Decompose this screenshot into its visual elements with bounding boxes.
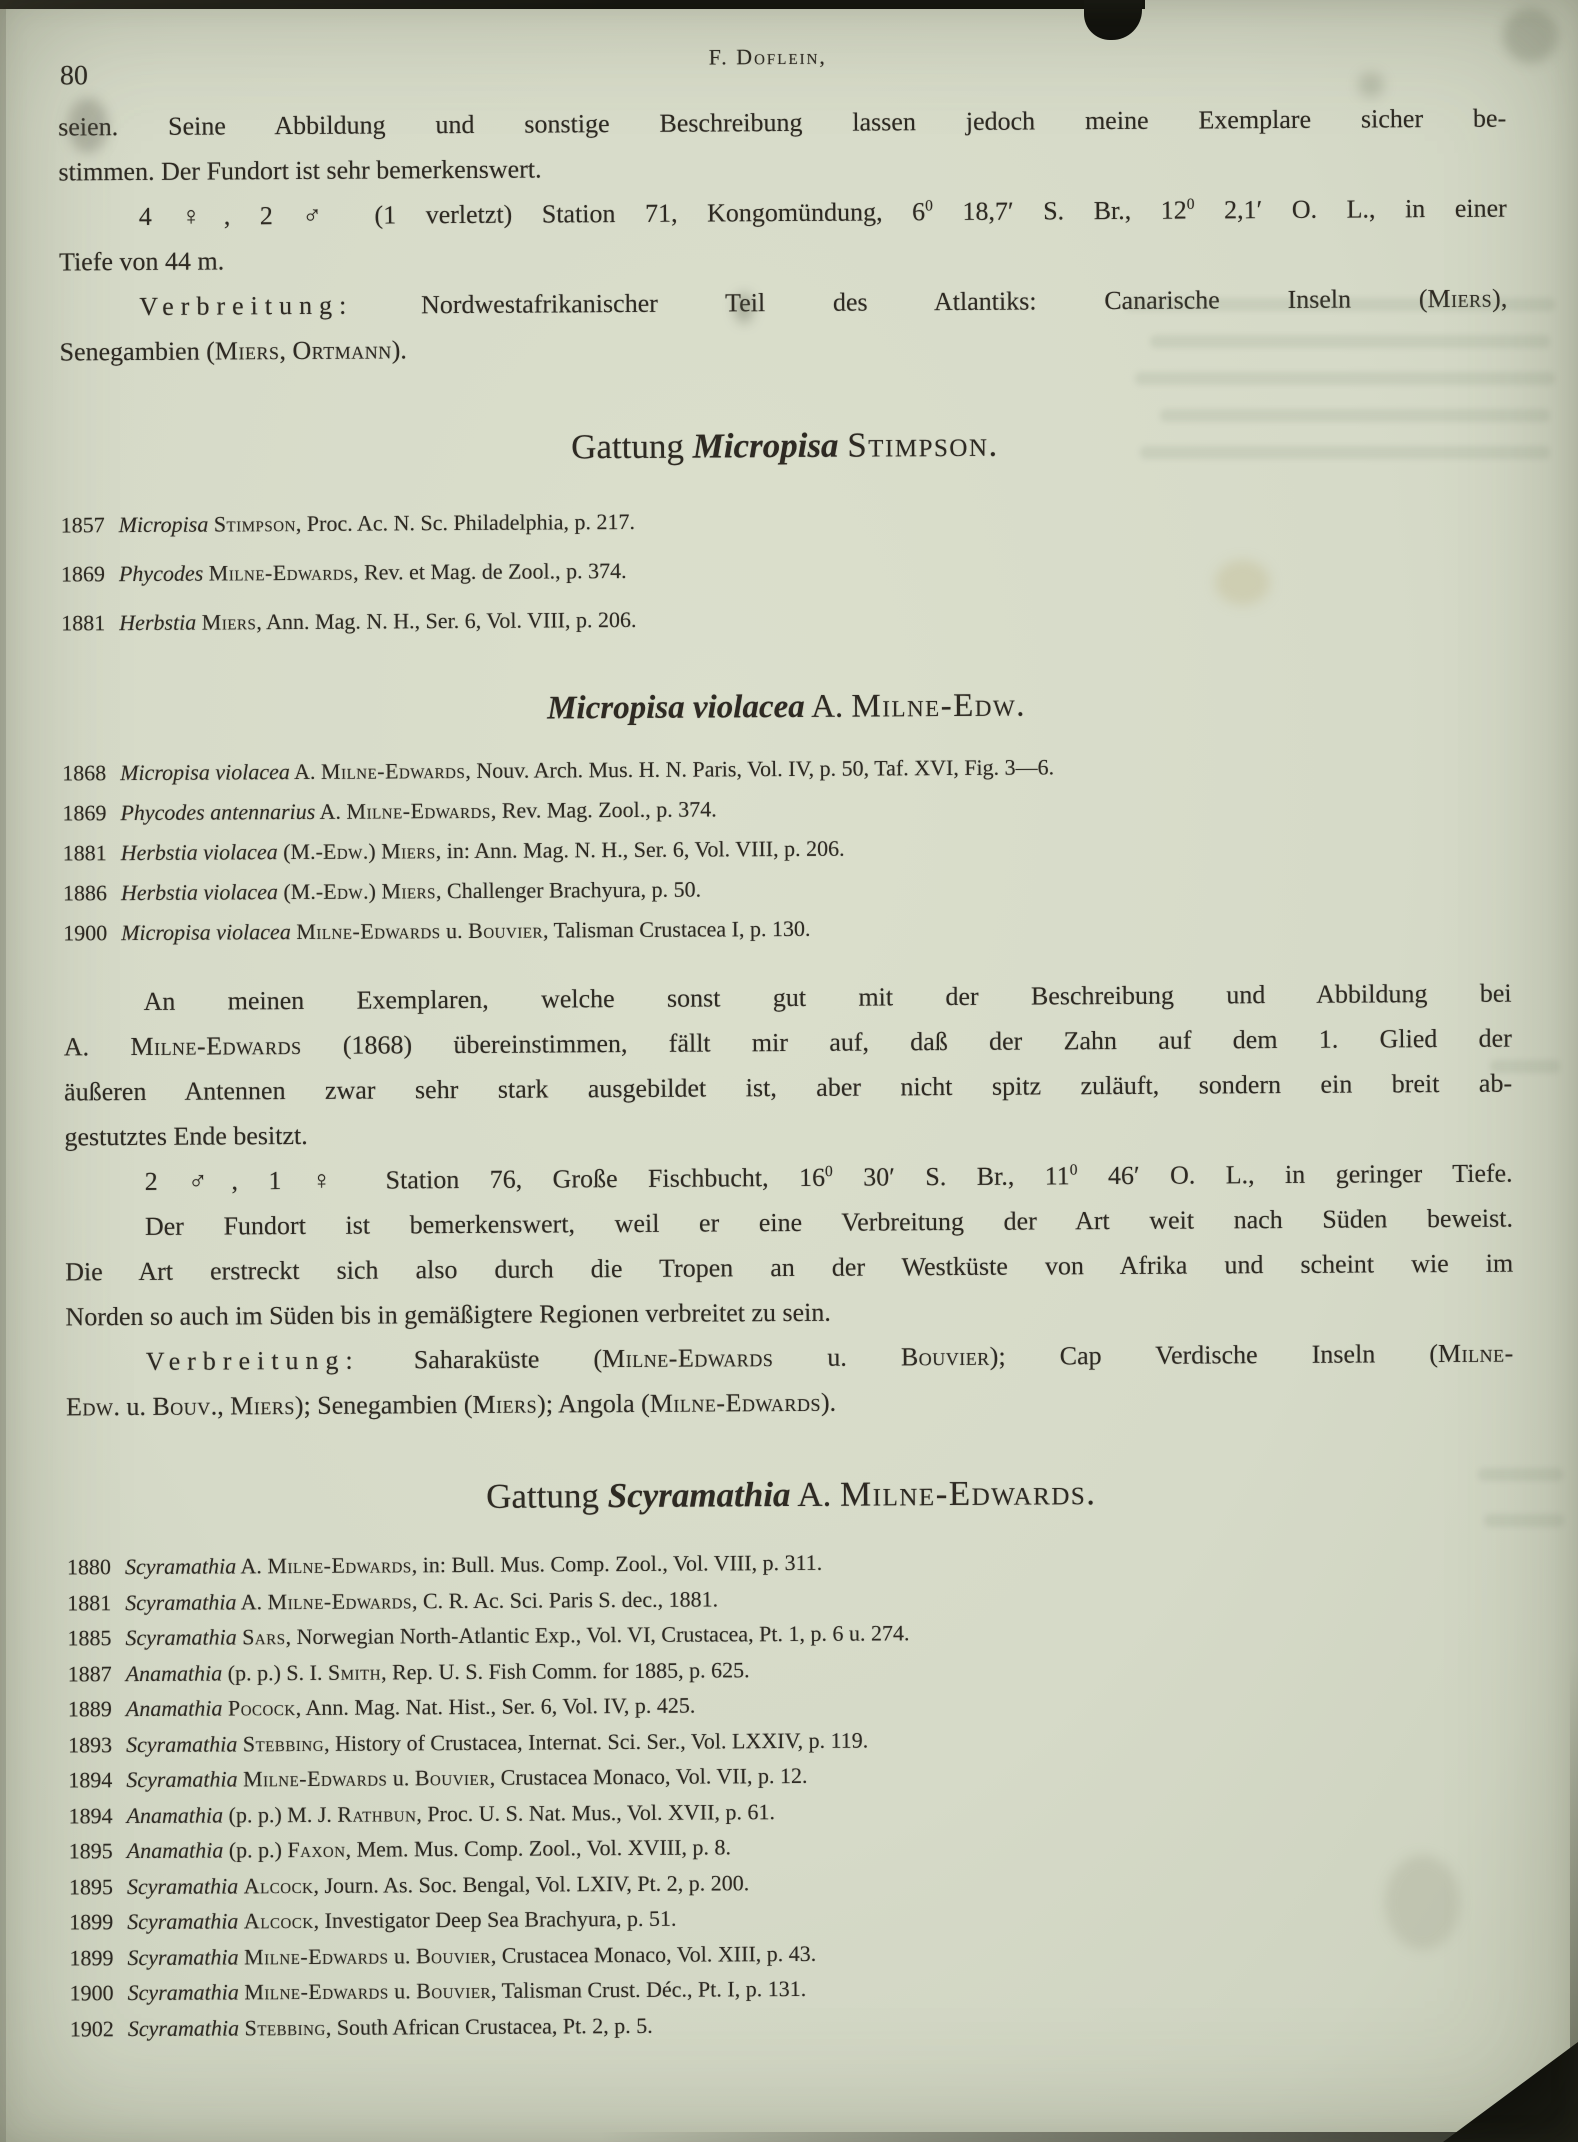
text-segment: Anamathia (126, 1801, 224, 1828)
text-segment: , in: Ann. Mag. N. H., Ser. 6, Vol. VIII, p. 206. (435, 835, 845, 864)
text-segment: Gattung (571, 426, 693, 467)
text-segment: Micropisa (692, 425, 839, 466)
text-segment: Scyramathia (126, 1766, 238, 1793)
text-segment: , Challenger Brachyura, p. 50. (435, 876, 702, 904)
text-segment: 1869 (62, 800, 107, 826)
heading-genus-scyramathia (66, 1465, 1514, 1526)
synonymy-entry (61, 492, 1509, 550)
text-segment: 1893 (68, 1731, 113, 1757)
text-line (59, 276, 1507, 330)
text-segment: Scyramathia (127, 1979, 239, 2006)
text-segment: , Ann. Mag. Nat. Hist., Ser. 6, Vol. IV, p. 425. (295, 1692, 696, 1721)
text-segment: 1881 (61, 610, 106, 636)
text-segment: 1857 (60, 512, 105, 538)
text-segment: Scyramathia (607, 1474, 791, 1516)
text-segment: A. (315, 798, 347, 824)
text-segment: , (279, 336, 293, 366)
text-segment: (p. p.) S. I. (222, 1659, 329, 1685)
text-segment: 4 ♀, 2 ♂ (1 verletzt) Station 71, Kongomündung, 6 (138, 197, 926, 231)
text-segment: Stebbing (242, 1730, 325, 1756)
text-segment: Bouvier (414, 1764, 490, 1791)
text-segment: 1894 (68, 1767, 113, 1793)
text-segment: Pocock (227, 1695, 296, 1721)
text-segment: 1889 (67, 1696, 112, 1722)
text-segment: ). (391, 335, 407, 365)
text-segment: , Proc. U. S. Nat. Mus., Vol. XVII, p. 61. (416, 1798, 775, 1826)
text-segment: Stimpson (847, 424, 989, 465)
text-segment: 1900 (69, 1980, 114, 2006)
text-segment: Herbstia (119, 609, 197, 636)
text-segment: Sars (242, 1624, 286, 1650)
text-segment: Anamathia (126, 1837, 224, 1864)
text-segment: 1902 (69, 2015, 114, 2041)
text-segment: Smith (327, 1659, 382, 1685)
text-segment: Milne-Edwards (244, 1942, 389, 1969)
text-line (59, 186, 1507, 240)
text-segment: , Talisman Crustacea I, p. 130. (542, 915, 811, 943)
text-segment: A. (790, 1474, 841, 1514)
text-segment: ., (210, 1391, 231, 1421)
text-segment: Milne-Edwards (296, 918, 441, 945)
text-segment: Miers (214, 336, 280, 366)
text-segment: Herbstia violacea (120, 879, 279, 906)
text-segment: (1868) übereinstimmen, fällt mir auf, daß der Zahn auf dem 1. Glied der (301, 1023, 1512, 1060)
text-segment: , Crustacea Monaco, Vol. XIII, p. 43. (490, 1940, 817, 1968)
text-segment: 1899 (69, 1944, 114, 1970)
text-segment: 0 (925, 197, 933, 215)
text-segment: 0 (824, 1163, 833, 1181)
text-segment: , Ann. Mag. N. H., Ser. 6, Vol. VIII, p. 206. (256, 606, 637, 635)
synonymy-list-violacea (62, 745, 1511, 954)
text-segment: 30′ S. Br., 11 (832, 1161, 1070, 1192)
text-segment: seien. Seine Abbildung und sonstige Beschreibung lassen jedoch meine Exemplare sicher be- (58, 103, 1507, 142)
text-segment: Edw (65, 1392, 114, 1422)
text-segment: Phycodes (118, 560, 204, 587)
text-segment: Scyramathia (126, 1872, 239, 1899)
text-segment: u. (388, 1978, 417, 2004)
text-segment: Milne-Edwards (320, 757, 466, 784)
text-segment: (p. p.) M. J. (223, 1801, 338, 1827)
text-segment: 18,7′ S. Br., 12 (932, 195, 1187, 227)
text-segment: 1895 (68, 1873, 114, 1899)
text-segment: A. (804, 688, 852, 725)
paragraph-intro (58, 96, 1508, 375)
text-segment: Scyramathia (126, 1730, 238, 1757)
text-segment: . (1016, 687, 1025, 724)
text-segment: Saharaküste ( (359, 1344, 603, 1375)
text-segment: stimmen. Der Fundort ist sehr bemerkenswert. (58, 154, 542, 187)
paragraph-violacea (63, 971, 1514, 1430)
text-segment: ); Cap Verdische Inseln ( (989, 1339, 1439, 1371)
text-segment: Scyramathia (127, 1943, 239, 1970)
text-segment: 2,1′ O. L., in einer (1194, 193, 1507, 225)
text-segment: 1894 (68, 1802, 113, 1828)
text-segment: , Rev. et Mag. de Zool., p. 374. (352, 557, 627, 585)
text-segment: 1881 (67, 1589, 112, 1615)
text-segment: Rathbun (337, 1800, 417, 1827)
text-line (59, 321, 1507, 375)
text-segment: , Mem. Mus. Comp. Zool., Vol. XVIII, p. 8. (345, 1834, 732, 1862)
text-segment: Ortmann (292, 335, 392, 366)
synonymy-entry (61, 541, 1509, 599)
text-segment: (p. p.) (223, 1837, 288, 1863)
text-segment: Miers (381, 878, 437, 904)
text-segment: u. (388, 1942, 417, 1968)
text-segment: 0 (1186, 195, 1195, 213)
text-segment: , C. R. Ac. Sci. Paris S. dec., 1881. (411, 1585, 719, 1613)
text-segment: . (1086, 1473, 1096, 1513)
text-segment: Norden so auch im Süden bis in gemäßigtere Regionen verbreitet zu sein. (65, 1297, 831, 1332)
text-segment: u. (773, 1342, 901, 1373)
text-segment: Milne-Edwards (839, 1473, 1087, 1514)
text-segment: 1885 (67, 1625, 112, 1651)
text-segment: Tiefe von 44 m. (58, 246, 225, 277)
text-segment: , Talisman Crust. Déc., Pt. I, p. 131. (490, 1975, 807, 2003)
text-segment: , Rev. Mag. Zool., p. 374. (490, 796, 717, 823)
text-segment: Scyramathia (127, 1908, 239, 1935)
synonymy-list-scyramathia (67, 1541, 1518, 2047)
text-segment: , Crustacea Monaco, Vol. VII, p. 12. (489, 1762, 808, 1790)
text-segment: Milne-Edwards (649, 1387, 822, 1418)
text-line (58, 96, 1506, 150)
text-segment: ). (820, 1387, 837, 1417)
text-segment: .) (363, 878, 382, 904)
text-segment: Milne- (1437, 1338, 1514, 1369)
text-segment: ); Senegambien ( (294, 1389, 473, 1421)
text-segment: 1895 (68, 1838, 113, 1864)
text-segment: Anamathia (125, 1659, 223, 1686)
text-segment: Der Fundort ist bemerkenswert, weil er eine Verbreitung der Art weit nach Süden beweist. (144, 1203, 1514, 1241)
text-segment: Verbreitung: (139, 290, 354, 321)
text-segment: Senegambien ( (59, 336, 215, 367)
text-segment: Die Art erstreckt sich also durch die Tropen an der Westküste von Afrika und scheint wie im (65, 1248, 1514, 1287)
text-segment: Milne-Edwards (346, 797, 491, 824)
text-segment: Faxon (287, 1836, 346, 1863)
synonymy-list-micropisa (61, 492, 1510, 648)
text-segment: A. (236, 1553, 268, 1579)
text-segment: Nordwestafrikanischer Teil des Atlantiks: Canarische Inseln ( (353, 284, 1428, 320)
text-segment: Scyramathia (125, 1624, 237, 1651)
text-segment: Milne-Edwards (602, 1343, 774, 1374)
page-number: 80 (59, 60, 89, 92)
text-segment: u. (387, 1765, 415, 1791)
text-segment: Miers (230, 1391, 295, 1421)
text-segment (838, 426, 847, 465)
text-segment: Milne-Edwards (208, 559, 354, 586)
text-segment: Bouvier (415, 1942, 491, 1968)
text-segment: 1881 (62, 840, 107, 866)
text-segment: Edw (323, 878, 364, 904)
text-segment: Micropisa violacea (547, 688, 805, 727)
text-segment: . u. (113, 1391, 153, 1422)
text-segment: Herbstia violacea (120, 839, 278, 866)
running-head: F. Doflein, (708, 43, 827, 70)
text-segment: , Proc. Ac. N. Sc. Philadelphia, p. 217. (295, 508, 636, 537)
text-line (66, 1331, 1514, 1385)
heading-genus-micropisa (60, 416, 1508, 477)
text-line (65, 1241, 1513, 1295)
text-segment: äußeren Antennen zwar sehr stark ausgebildet ist, aber nicht spitz zuläuft, sondern ein breit ab- (64, 1068, 1513, 1107)
text-segment: Alcock (243, 1872, 314, 1898)
synonymy-entry (63, 905, 1511, 954)
text-segment: Stimpson (213, 511, 296, 537)
text-segment: 1868 (62, 760, 107, 786)
text-segment: Milne-Edwards (242, 1765, 388, 1792)
text-segment: Milne-Edw (851, 687, 1017, 725)
text-segment: ); Angola ( (537, 1388, 650, 1419)
text-segment: , South African Crustacea, Pt. 2, p. 5. (325, 2012, 653, 2040)
text-segment: Bouvier (468, 917, 544, 943)
text-segment: Verbreitung: (145, 1345, 360, 1376)
text-segment: Bouv (152, 1391, 211, 1421)
text-segment: 1900 (63, 920, 108, 946)
text-segment: Scyramathia (124, 1553, 237, 1580)
text-segment: , Rep. U. S. Fish Comm. for 1885, p. 625. (380, 1656, 750, 1685)
text-segment: Miers (381, 838, 436, 864)
text-segment: u. (440, 917, 469, 944)
text-segment: 0 (1069, 1161, 1078, 1179)
text-segment: Miers (472, 1389, 538, 1419)
text-segment: Micropisa violacea (120, 759, 290, 786)
text-segment: Milne-Edwards (130, 1030, 302, 1062)
text-segment: Bouvier (416, 1977, 492, 2004)
text-segment: (M.- (277, 878, 324, 905)
text-segment: Scyramathia (127, 2014, 240, 2041)
text-segment: Stebbing (244, 2014, 326, 2040)
text-segment: 2 ♂, 1 ♀ Station 76, Große Fischbucht, 16 (144, 1162, 826, 1196)
text-segment: Bouvier (900, 1341, 990, 1372)
text-segment: . (988, 424, 998, 464)
text-segment: 1880 (66, 1554, 112, 1580)
text-segment: Edw (322, 838, 363, 864)
text-segment: 1899 (69, 1909, 114, 1935)
text-segment: .) (362, 838, 382, 864)
text-segment: Milne-Edwards (244, 1978, 389, 2005)
text-segment: Gattung (486, 1476, 608, 1516)
text-segment: gestutztes Ende besitzt. (64, 1120, 308, 1152)
text-segment: Micropisa (118, 511, 209, 538)
text-segment: , Investigator Deep Sea Brachyura, p. 51. (313, 1905, 677, 1933)
text-segment: Milne-Edwards (267, 1587, 413, 1614)
text-line (66, 1376, 1514, 1430)
text-segment: Phycodes antennarius (120, 798, 316, 826)
text-segment: A. (63, 1032, 131, 1062)
synonymy-entry (61, 590, 1509, 648)
text-segment: Micropisa violacea (121, 919, 291, 946)
text-segment: , History of Crustacea, Internat. Sci. Ser., Vol. LXXIV, p. 119. (323, 1727, 869, 1756)
text-segment: 46′ O. L., in geringer Tiefe. (1077, 1158, 1513, 1191)
heading-species-violacea (62, 677, 1510, 738)
text-segment: 1887 (67, 1660, 112, 1686)
text-segment: Scyramathia (125, 1588, 237, 1615)
text-segment: A. (236, 1588, 268, 1614)
text-segment: ), (1492, 283, 1508, 313)
text-segment: An meinen Exemplaren, welche sonst gut mit der Beschreibung und Abbildung bei (143, 978, 1512, 1016)
text-line (64, 1061, 1512, 1115)
text-segment: Miers (201, 609, 257, 635)
text-segment: Alcock (243, 1907, 314, 1934)
text-segment: Milne-Edwards (267, 1552, 412, 1579)
text-segment: Miers (1427, 283, 1493, 314)
text-segment: , Norwegian North-Atlantic Exp., Vol. VI, Crustacea, Pt. 1, p. 6 u. 274. (285, 1620, 910, 1650)
text-segment: , in: Bull. Mus. Comp. Zool., Vol. VIII, p. 311. (411, 1549, 823, 1578)
text-segment: A. (289, 758, 322, 785)
text-segment: (M.- (277, 838, 323, 865)
text-segment: 1869 (60, 561, 106, 587)
text-segment: , Nouv. Arch. Mus. H. N. Paris, Vol. IV, p. 50, Taf. XVI, Fig. 3—6. (465, 754, 1055, 783)
text-segment: Anamathia (125, 1695, 223, 1722)
text-segment: , Journ. As. Soc. Bengal, Vol. LXIV, Pt. 2, p. 200. (313, 1869, 750, 1898)
text-segment: 1886 (62, 880, 107, 906)
